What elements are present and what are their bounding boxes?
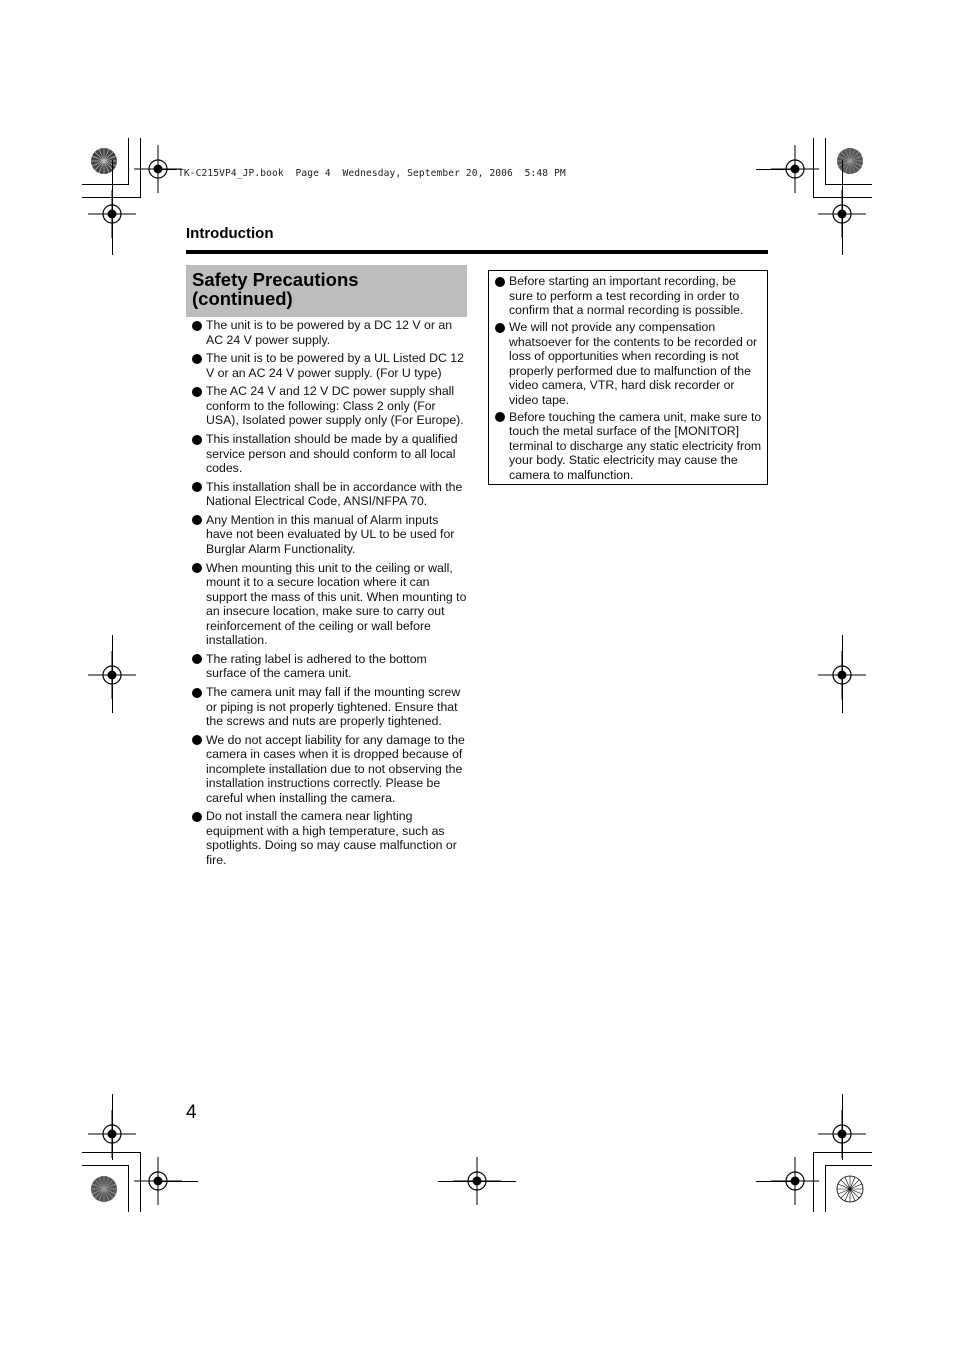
bullet-icon <box>192 435 202 445</box>
item-text: We will not provide any compensation whatsoever for the contents to be recorded or loss of opportunities when recording is not properly performed due to malfunction of the video camera, VTR, hard disk recorder or video tape. <box>509 320 758 407</box>
item-text: The unit is to be powered by a DC 12 V or an AC 24 V power supply. <box>206 318 453 347</box>
item-text: We do not accept liability for any damage to the camera in cases when it is dropped because of incomplete installation due to not observing the installation instructions correctly. Please be careful when installing the camera. <box>206 732 465 805</box>
bullet-icon <box>192 688 202 698</box>
bullet-icon <box>495 323 505 333</box>
notice-box <box>488 270 768 485</box>
bullet-icon <box>192 812 202 822</box>
crop-line <box>128 1165 129 1212</box>
list-item <box>188 384 468 428</box>
crop-line <box>842 635 843 713</box>
page-title: Safety Precautions (continued) <box>192 269 359 309</box>
left-column <box>188 318 468 872</box>
crop-line <box>825 184 872 185</box>
bullet-icon <box>495 412 505 422</box>
item-text: Do not install the camera near lighting equipment with a high temperature, such as spotlights. Doing so may cause malfunction or fire. <box>206 809 457 867</box>
list-item <box>188 652 468 681</box>
crop-line <box>157 1181 198 1182</box>
starburst-register-icon <box>90 147 118 175</box>
list-item <box>188 561 468 648</box>
crop-line <box>756 1181 796 1182</box>
crop-line <box>842 160 843 255</box>
bullet-icon <box>192 515 202 525</box>
section-label: Introduction <box>186 225 274 242</box>
title-box <box>186 265 467 317</box>
crop-line <box>842 1094 843 1160</box>
list-item <box>491 274 763 318</box>
list-item <box>188 809 468 867</box>
crop-line <box>825 1165 826 1212</box>
bullet-icon <box>192 735 202 745</box>
list-item <box>491 410 763 483</box>
item-text: The rating label is adhered to the bottom surface of the camera unit. <box>206 651 427 681</box>
list-item <box>188 432 468 476</box>
right-bullet-list <box>489 271 767 482</box>
crop-line <box>82 184 129 185</box>
header-rule <box>186 250 768 254</box>
bullet-icon <box>192 321 202 331</box>
item-text: The AC 24 V and 12 V DC power supply shall conform to the following: Class 2 only (For USA), Isolated power supply only (For Europe). <box>206 384 464 428</box>
item-text: Before touching the camera unit, make sure to touch the metal surface of the [MONITOR] terminal to discharge any static electricity from your body. Static electricity may cause the camera to malfunction. <box>509 409 762 482</box>
list-item <box>188 480 468 509</box>
list-item <box>188 318 468 347</box>
item-text: This installation should be made by a qualified service person and should conform to all local codes. <box>206 432 458 476</box>
crop-line <box>157 169 177 170</box>
item-text: This installation shall be in accordance with the National Electrical Code, ANSI/NFPA 70. <box>206 479 463 509</box>
item-text: The camera unit may fall if the mounting screw or piping is not properly tightened. Ensure that the screws and nuts are properly tightened. <box>206 685 461 728</box>
list-item <box>188 685 468 729</box>
crop-line <box>825 1165 872 1166</box>
bullet-icon <box>495 277 505 287</box>
crop-line <box>438 1181 516 1182</box>
left-bullet-list <box>188 318 468 867</box>
crop-line <box>112 635 113 713</box>
bullet-icon <box>192 482 202 492</box>
starburst-register-icon <box>90 1175 118 1203</box>
page-number: 4 <box>186 1102 197 1123</box>
list-item <box>188 733 468 806</box>
crop-line <box>756 169 796 170</box>
item-text: When mounting this unit to the ceiling or wall, mount it to a secure location where it can support the mass of this unit. When mounting to an insecure location, make sure to carry out reinforcement of the ceiling or wall before installation. <box>206 560 467 648</box>
bullet-icon <box>192 654 202 664</box>
list-item <box>491 320 763 407</box>
list-item <box>188 513 468 557</box>
crop-line <box>82 1165 129 1166</box>
bullet-icon <box>192 354 202 364</box>
item-text: The unit is to be powered by a UL Listed DC 12 V or an AC 24 V power supply. (For U type) <box>206 351 464 380</box>
starburst-register-icon <box>836 147 864 175</box>
list-item <box>188 351 468 380</box>
bullet-icon <box>192 563 202 573</box>
bullet-icon <box>192 387 202 397</box>
item-text: Any Mention in this manual of Alarm inputs have not been evaluated by UL to be used for Burglar Alarm Functionality. <box>206 512 455 556</box>
crop-line <box>825 138 826 185</box>
crop-line <box>112 160 113 255</box>
starburst-register-icon <box>836 1175 864 1203</box>
crop-line <box>128 138 129 185</box>
item-text: Before starting an important recording, be sure to perform a test recording in order to confirm that a normal recording is possible. <box>509 274 744 317</box>
print-slug: TK-C215VP4_JP.book Page 4 Wednesday, September 20, 2006 5:48 PM <box>178 168 566 179</box>
crop-line <box>112 1094 113 1160</box>
